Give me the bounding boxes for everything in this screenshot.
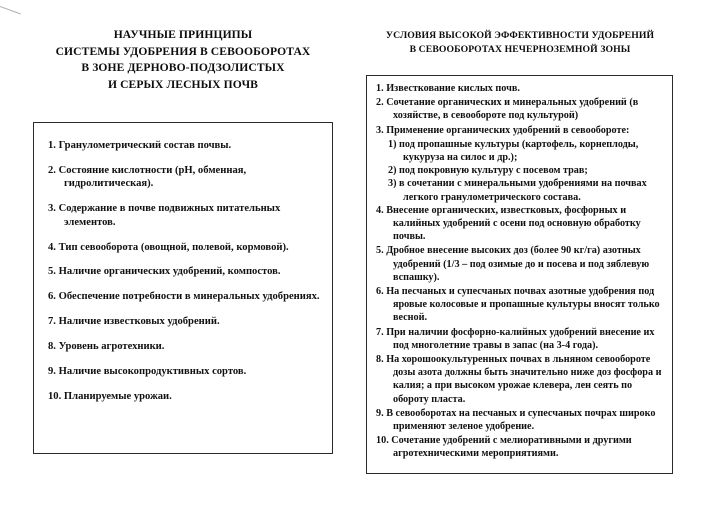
list-item-marker: 5. <box>48 266 56 278</box>
list-item-marker: 1. <box>48 140 56 151</box>
list-item <box>376 285 665 325</box>
list-item-text: Наличие высокопродуктивных сортов. <box>58 366 247 378</box>
list-item-marker: 8. <box>376 354 384 366</box>
list-item-marker: 2. <box>376 97 384 109</box>
list-item-text: Применение органических удобрений в севообороте: <box>386 124 630 136</box>
list-item <box>48 290 322 303</box>
list-subitem-text: в сочетании с минеральными удобрениями на почвах легкого гранулометрического состава. <box>399 178 647 203</box>
list-subitem-marker: 2) <box>388 165 397 177</box>
left-title-line-3: В ЗОНЕ ДЕРНОВО-ПОДЗОЛИСТЫХ <box>81 61 285 74</box>
list-item-marker: 1. <box>376 83 384 94</box>
list-subitem-marker: 1) <box>388 138 397 150</box>
list-item <box>48 139 322 152</box>
list-item-text: На песчаных и супесчаных почвах азотные удобрения под яровые колосовые и пропашные культуры вносят только весной. <box>386 286 660 324</box>
list-item-text: Дробное внесение высоких доз (более 90 кг/га) азотных удобрений (1/3 – под озимые до и посева и под зяблевую вспашку). <box>386 245 650 283</box>
right-conditions-list <box>367 76 672 461</box>
list-item-text: Внесение органических, известковых, фосфорных и калийных удобрений с осени под основную обработку почвы. <box>386 204 641 243</box>
list-item <box>48 390 322 403</box>
list-item <box>376 407 665 433</box>
list-item-marker: 4. <box>376 204 384 216</box>
list-item-marker: 10. <box>48 390 62 402</box>
list-item-marker: 9. <box>48 366 56 378</box>
list-item-text: При наличии фосфорно-калийных удобрений внесение их под многолетние травы в запас (на 3-4 года). <box>386 326 655 351</box>
list-item-text: Наличие известковых удобрений. <box>58 316 220 328</box>
list-item-text: На хорошоокультуренных почвах в льняном севообороте дозы азота должны быть значительно ниже доз фосфора и калия; а при высоком урожае клевера, лен сеять по обороту пласта. <box>386 354 662 405</box>
list-item <box>376 124 665 137</box>
right-title-line-1: УСЛОВИЯ ВЫСОКОЙ ЭФФЕКТИВНОСТИ УДОБРЕНИЙ <box>385 30 655 41</box>
list-item-marker: 8. <box>48 341 56 353</box>
list-item-marker: 6. <box>376 286 384 298</box>
list-item <box>376 96 665 122</box>
list-subitem-marker: 3) <box>388 178 397 190</box>
scan-artifact-line <box>0 6 21 15</box>
list-item-text: Известкование кислых почв. <box>386 83 520 94</box>
left-principles-list <box>34 123 332 403</box>
list-item-marker: 9. <box>376 407 384 419</box>
list-item-text: Тип севооборота (овощной, полевой, кормовой). <box>58 241 289 253</box>
list-item <box>376 82 665 95</box>
list-item-marker: 4. <box>48 241 56 253</box>
left-principles-box <box>33 122 333 454</box>
list-item-marker: 10. <box>376 435 389 447</box>
right-title-line-2: В СЕВООБОРОТАХ НЕЧЕРНОЗЕМНОЙ ЗОНЫ <box>409 44 631 55</box>
list-item <box>376 204 665 244</box>
list-item <box>376 353 665 406</box>
list-item-text: Уровень агротехники. <box>58 341 165 353</box>
right-column-title <box>366 29 674 57</box>
list-item-text: Обеспечение потребности в минеральных удобрениях. <box>58 291 320 303</box>
list-item <box>48 315 322 328</box>
list-item <box>376 244 665 284</box>
list-item <box>48 241 322 254</box>
list-item-text: Содержание в почве подвижных питательных элементов. <box>58 203 281 228</box>
list-item-text: Сочетание органических и минеральных удобрений (в хозяйстве, в севообороте под культурой) <box>386 97 639 122</box>
list-item-marker: 2. <box>48 164 56 176</box>
list-item-text: Наличие органических удобрений, компостов. <box>58 266 281 278</box>
list-item-text: Гранулометрический состав почвы. <box>58 140 232 151</box>
list-item <box>48 164 322 191</box>
list-item-marker: 3. <box>376 124 384 136</box>
list-item <box>48 265 322 278</box>
list-subitem <box>388 138 665 164</box>
left-title-line-2: СИСТЕМЫ УДОБРЕНИЯ В СЕВООБОРОТАХ <box>55 44 311 58</box>
left-title-line-1: НАУЧНЫЕ ПРИНЦИПЫ <box>113 28 253 41</box>
list-item-marker: 6. <box>48 291 56 303</box>
list-item-text: Сочетание удобрений с мелиоративными и другими агротехническими мероприятиями. <box>391 435 632 460</box>
list-subitem <box>388 164 665 177</box>
list-item <box>48 340 322 353</box>
list-sublist <box>376 138 665 204</box>
list-item-marker: 7. <box>376 326 384 338</box>
list-item-marker: 7. <box>48 316 56 328</box>
list-item-marker: 5. <box>376 245 384 257</box>
list-item-text: Состояние кислотности (pH, обменная, гидролитическая). <box>58 164 247 190</box>
right-conditions-box <box>366 75 673 474</box>
left-title-line-4: И СЕРЫХ ЛЕСНЫХ ПОЧВ <box>107 77 259 91</box>
list-item-marker: 3. <box>48 203 56 215</box>
list-item <box>376 326 665 352</box>
list-subitem <box>388 177 665 203</box>
list-subitem-text: под пропашные культуры (картофель, корнеплоды, кукуруза на силос и др.); <box>399 138 639 164</box>
list-item-text: В севооборотах на песчаных и супесчаных почрах широко применяют зеленое удобрение. <box>386 407 656 433</box>
list-subitem-text: под покровную культуру с посевом трав; <box>399 165 588 177</box>
left-column-title <box>18 27 348 93</box>
list-item <box>48 202 322 229</box>
list-item <box>376 434 665 460</box>
list-item-text: Планируемые урожаи. <box>63 390 172 402</box>
list-item <box>48 365 322 378</box>
